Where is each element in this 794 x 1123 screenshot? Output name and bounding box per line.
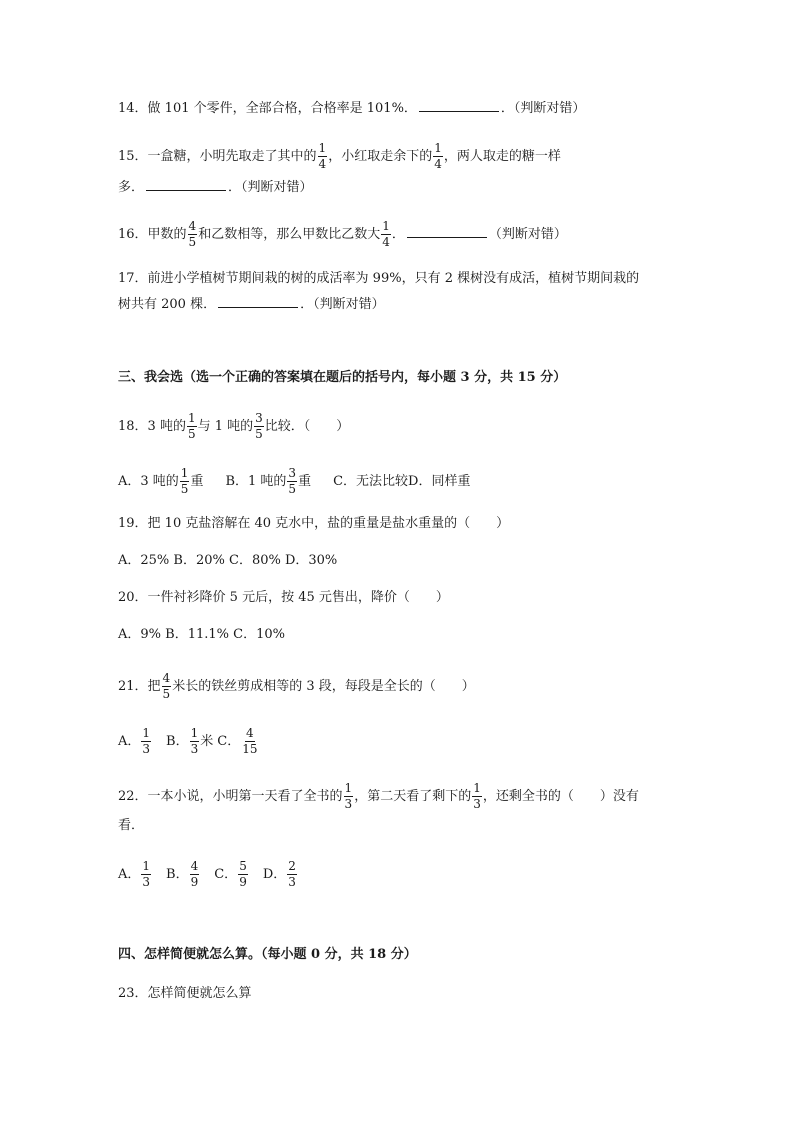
option-d-label: D． — [262, 867, 287, 882]
numerator: 1 — [142, 726, 151, 740]
fraction — [188, 220, 198, 249]
q19-options-text[interactable]: A．25% B．20% C．80% D．30% — [118, 553, 338, 568]
question-18-options — [118, 467, 470, 496]
option-b-label: B． — [166, 734, 189, 749]
question-17 — [118, 269, 639, 289]
option-a[interactable] — [118, 466, 204, 496]
q15-suffix: ．（判断对错） — [228, 180, 313, 195]
denominator: 5 — [162, 687, 171, 701]
fraction — [190, 727, 200, 756]
q15-text-a: 15．一盒糖，小明先取走了其中的 — [118, 149, 317, 164]
q21-text-a: 21．把 — [118, 679, 161, 694]
option-c[interactable]: C．无法比较 — [333, 474, 409, 489]
option-b-unit: 米 — [200, 734, 214, 749]
option-b-text: B．1 吨的 — [225, 474, 287, 489]
fraction — [187, 412, 197, 441]
q19-text: 19．把 10 克盐溶解在 40 克水中，盐的重量是盐水重量的（ ） — [118, 516, 510, 531]
q16-text-b: 和乙数相等，那么甲数比乙数大 — [198, 227, 381, 242]
denominator: 9 — [239, 875, 247, 889]
numerator: 4 — [246, 726, 254, 740]
q22-text-c: ，还剩全书的（ ）没有 — [482, 789, 639, 804]
question-19 — [118, 514, 509, 534]
q16-text-a: 16．甲数的 — [118, 227, 187, 242]
fraction — [318, 142, 328, 171]
fraction — [190, 860, 200, 889]
q22-line2-text: 看． — [118, 818, 145, 833]
option-a-suffix: 重 — [190, 474, 204, 489]
q18-text-b: 与 1 吨的 — [197, 419, 254, 434]
denominator: 5 — [187, 427, 196, 441]
option-a-label: A． — [118, 867, 141, 882]
q16-text-c: ． — [391, 227, 405, 242]
question-20 — [118, 588, 449, 608]
question-22-line2 — [118, 816, 144, 836]
denominator: 3 — [190, 742, 199, 756]
option-a[interactable] — [118, 726, 152, 756]
q17-line2-text: 树共有 200 棵． — [118, 297, 217, 312]
option-c[interactable] — [217, 726, 259, 756]
denominator: 4 — [318, 157, 327, 171]
q20-text: 20．一件衬衫降价 5 元后，按 45 元售出，降价（ ） — [118, 590, 449, 605]
option-b-label: B． — [166, 867, 189, 882]
option-d[interactable] — [262, 859, 298, 889]
fraction — [381, 220, 391, 249]
denominator: 3 — [344, 797, 353, 811]
denominator: 5 — [255, 427, 263, 441]
question-16 — [118, 220, 567, 249]
fraction — [238, 860, 248, 889]
denominator: 5 — [180, 482, 189, 496]
option-b-suffix: 重 — [298, 474, 312, 489]
numerator: 1 — [434, 141, 442, 155]
q18-text-c: 比较．（ ） — [264, 419, 350, 434]
answer-blank[interactable] — [218, 294, 298, 308]
numerator: 5 — [239, 859, 247, 873]
fraction — [254, 412, 264, 441]
q15-text-c: ，两人取走的糖一样 — [443, 149, 561, 164]
q15-text-b: ，小红取走余下的 — [328, 149, 433, 164]
option-b[interactable] — [166, 726, 214, 756]
answer-blank[interactable] — [407, 224, 487, 238]
fraction — [287, 860, 297, 889]
denominator: 15 — [242, 742, 258, 756]
denominator: 5 — [188, 235, 197, 249]
option-c[interactable] — [214, 859, 249, 889]
numerator: 1 — [473, 781, 481, 795]
option-a-label: A． — [118, 734, 141, 749]
denominator: 3 — [473, 797, 481, 811]
section-3-heading — [118, 368, 566, 388]
question-21-options — [118, 727, 259, 756]
numerator: 1 — [382, 219, 390, 233]
q15-line2-text: 多． — [118, 180, 145, 195]
q16-suffix: （判断对错） — [488, 227, 567, 242]
q21-text-b: 米长的铁丝剪成相等的 3 段，每段是全长的（ ） — [172, 679, 475, 694]
option-c-label: C． — [214, 867, 238, 882]
fraction — [433, 142, 443, 171]
denominator: 4 — [382, 235, 390, 249]
fraction — [141, 860, 151, 889]
question-17-line2 — [118, 294, 385, 315]
numerator: 1 — [187, 411, 196, 425]
denominator: 3 — [142, 742, 151, 756]
denominator: 5 — [288, 482, 297, 496]
option-d[interactable]: D．同样重 — [408, 474, 471, 489]
question-14 — [118, 98, 585, 119]
numerator: 3 — [255, 411, 263, 425]
option-c-label: C． — [217, 734, 241, 749]
numerator: 1 — [180, 466, 189, 480]
question-21 — [118, 672, 475, 701]
denominator: 3 — [142, 875, 151, 889]
numerator: 3 — [288, 466, 297, 480]
q23-text: 23．怎样简便就怎么算 — [118, 986, 252, 1001]
numerator: 1 — [318, 141, 327, 155]
section-4-heading — [118, 945, 417, 965]
section-title: 四、怎样简便就怎么算。（每小题 0 分，共 18 分） — [118, 947, 417, 962]
option-b[interactable] — [166, 859, 200, 889]
fraction — [241, 727, 258, 756]
q17-text: 17．前进小学植树节期间栽的树的成活率为 99%，只有 2 棵树没有成活，植树节期间栽的 — [118, 271, 640, 286]
question-15-line2 — [118, 177, 313, 198]
denominator: 9 — [190, 875, 199, 889]
option-a-text: A．3 吨的 — [118, 474, 179, 489]
q14-suffix: ．（判断对错） — [500, 101, 586, 116]
question-22-options — [118, 860, 298, 889]
q22-text-b: ，第二天看了剩下的 — [354, 789, 472, 804]
question-15 — [118, 142, 561, 171]
numerator: 4 — [162, 671, 171, 685]
answer-blank[interactable] — [419, 98, 499, 112]
q18-text-a: 18．3 吨的 — [118, 419, 186, 434]
numerator: 1 — [142, 859, 151, 873]
numerator: 4 — [188, 219, 197, 233]
numerator: 1 — [344, 781, 353, 795]
numerator: 2 — [288, 859, 296, 873]
question-22 — [118, 782, 639, 811]
option-b[interactable] — [225, 466, 312, 496]
denominator: 3 — [288, 875, 296, 889]
question-23 — [118, 984, 252, 1004]
question-18 — [118, 412, 349, 441]
fraction — [287, 467, 297, 496]
question-19-options[interactable] — [118, 551, 337, 571]
fraction — [344, 782, 354, 811]
denominator: 4 — [434, 157, 442, 171]
fraction — [180, 467, 190, 496]
q17-suffix: ．（判断对错） — [300, 297, 385, 312]
answer-blank[interactable] — [146, 177, 226, 191]
fraction — [162, 672, 172, 701]
question-20-options[interactable] — [118, 625, 285, 645]
fraction — [472, 782, 482, 811]
option-a[interactable] — [118, 859, 152, 889]
numerator: 1 — [190, 726, 199, 740]
q14-text: 14．做 101 个零件，全部合格，合格率是 101%． — [118, 101, 417, 116]
section-title: 三、我会选（选一个正确的答案填在题后的括号内，每小题 3 分，共 15 分） — [118, 370, 567, 385]
q22-text-a: 22．一本小说，小明第一天看了全书的 — [118, 789, 343, 804]
numerator: 4 — [190, 859, 199, 873]
q20-options-text[interactable]: A．9% B．11.1% C．10% — [118, 627, 285, 642]
fraction — [141, 727, 151, 756]
